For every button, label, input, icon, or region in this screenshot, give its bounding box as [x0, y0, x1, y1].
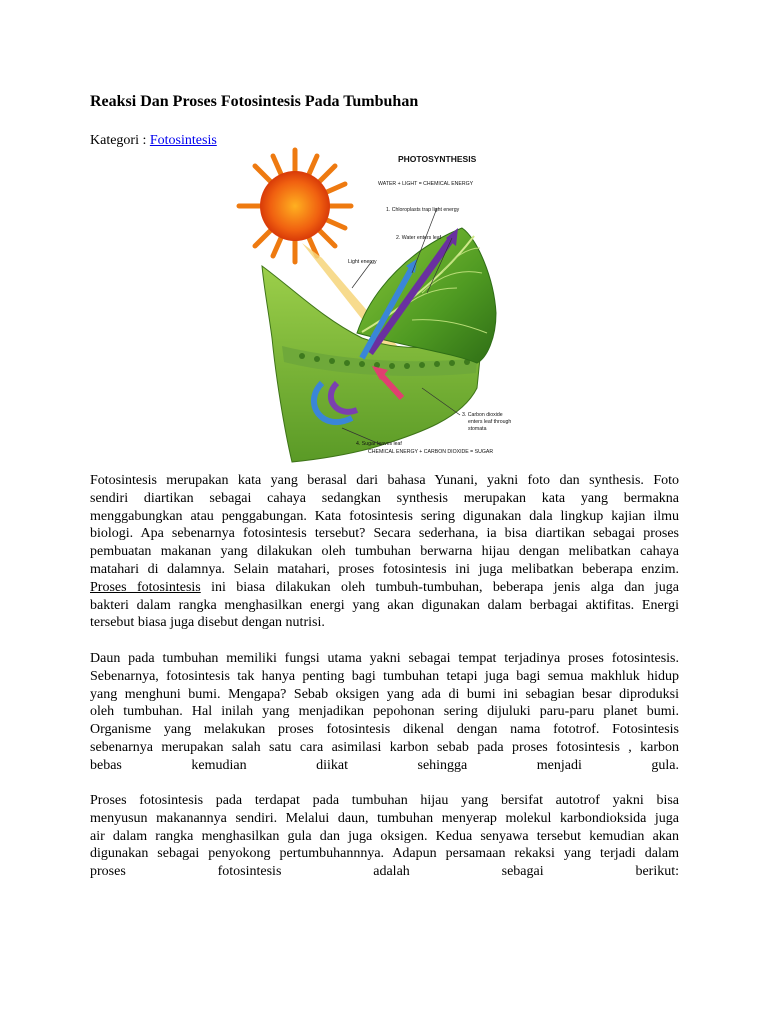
text-line: Fotosintesis merupakan kata yang berasal dari bahasa Yunani, yakni foto dan synthesis. Foto [90, 473, 679, 488]
text-line: matahari di dalamnya. Selain matahari, proses fotosintesis ini juga melibatkan beberapa enzim. [90, 561, 679, 577]
text-line: tersebut biasa juga disebut dengan nutrisi. [90, 615, 325, 631]
figure-label-3c: stomata [468, 426, 487, 432]
text-line: Proses fotosintesis pada terdapat pada tumbuhan hijau yang bersifat autotrof yakni bisa [90, 793, 679, 808]
text-line: menyusun makanannya sendiri. Melalui daun, tumbuhan menyerap molekul karbondioksida juga [90, 810, 679, 826]
text-line: menggabungkan atau penggabungan. Kata fotosintesis sering digunakan dala lingkup kajian ilmu [90, 508, 679, 524]
category-link[interactable]: Fotosintesis [149, 133, 217, 148]
text-line: sebenarnya merupakan salah satu cara asimilasi karbon sebab pada proses fotosintesis , karbon [90, 739, 679, 755]
figure-label-light: Light energy [348, 259, 377, 265]
category-line [90, 131, 217, 151]
paragraph-2 [90, 650, 679, 775]
text-line: oleh tumbuhan. Hal inilah yang menjadikan pepohonan sering dijuluki paru-paru planet bumi. [90, 704, 679, 720]
figure-label-3b: enters leaf through [468, 419, 512, 425]
category-label: Kategori : [90, 133, 150, 148]
text-line: air dalam rangka menghasilkan gula dan juga oksigen. Kedua senyawa tersebut kemudian akan [90, 828, 679, 844]
text-line: sendiri diartikan sebagai cahaya sedangkan synthesis merupakan kata yang bermakna [90, 490, 679, 506]
page-title: Reaksi Dan Proses Fotosintesis Pada Tumbuhan [90, 93, 419, 110]
text-line: yang menghuni bumi. Mengapa? Sebab oksigen yang ada di bumi ini sebagian besar diproduksi [90, 686, 679, 702]
figure-equation-bottom: CHEMICAL ENERGY + CARBON DIOXIDE = SUGAR [368, 449, 494, 455]
text-line: Sebenarnya, fotosintesis tak hanya penting bagi tumbuhan tetapi juga bagi semua makhluk hidup [90, 668, 679, 684]
photosynthesis-illustration [262, 148, 512, 462]
text-line: bakteri dalam rangka menghasilkan energi yang akan digunakan dalam berbagai aktifitas. Energi [90, 597, 679, 613]
text-line: digunakan sebagai penyokong pertumbuhannnya. Adapun persamaan rekaksi yang terjadi dalam [90, 846, 679, 862]
text-line: biologi. Apa sebenarnya fotosintesis tersebut? Secara sederhana, ia bisa diartikan sebagai proses [90, 526, 679, 542]
figure-label-3a: 3. Carbon dioxide [462, 412, 503, 418]
text-line: Organisme yang melakukan proses fotosintesis dikenal dengan nama fototrof. Fotosintesis [90, 722, 679, 738]
figure-label-4: 4. Sugar leaves leaf [356, 441, 402, 447]
paragraph-3 [90, 792, 679, 881]
figure-heading: PHOTOSYNTHESIS [398, 154, 477, 164]
figure-label-2: 2. Water enters leaf [396, 235, 442, 241]
text-line: Daun pada tumbuhan memiliki fungsi utama yakni sebagai tempat terjadinya proses fotosintesis. [90, 651, 679, 666]
figure-equation-top: WATER + LIGHT = CHEMICAL ENERGY [378, 181, 474, 187]
sun-icon [239, 150, 351, 262]
figure-label-1: 1. Chloroplasts trap light energy [386, 207, 460, 213]
proses-fotosintesis-link[interactable]: Proses fotosintesis [90, 579, 201, 595]
text-line-with-link [90, 579, 679, 597]
text-segment: ini biasa dilakukan oleh tumbuh-tumbuhan, beberapa jenis alga dan juga [200, 579, 679, 595]
paragraph-1 [90, 472, 679, 632]
text-line: pembuatan makanan yang dilakukan oleh tumbuhan berwarna hijau dengan melibatkan cahaya [90, 544, 679, 560]
text-line: proses fotosintesis adalah sebagai berikut: [90, 864, 679, 880]
text-line: bebas kemudian diikat sehingga menjadi gula. [90, 757, 679, 773]
